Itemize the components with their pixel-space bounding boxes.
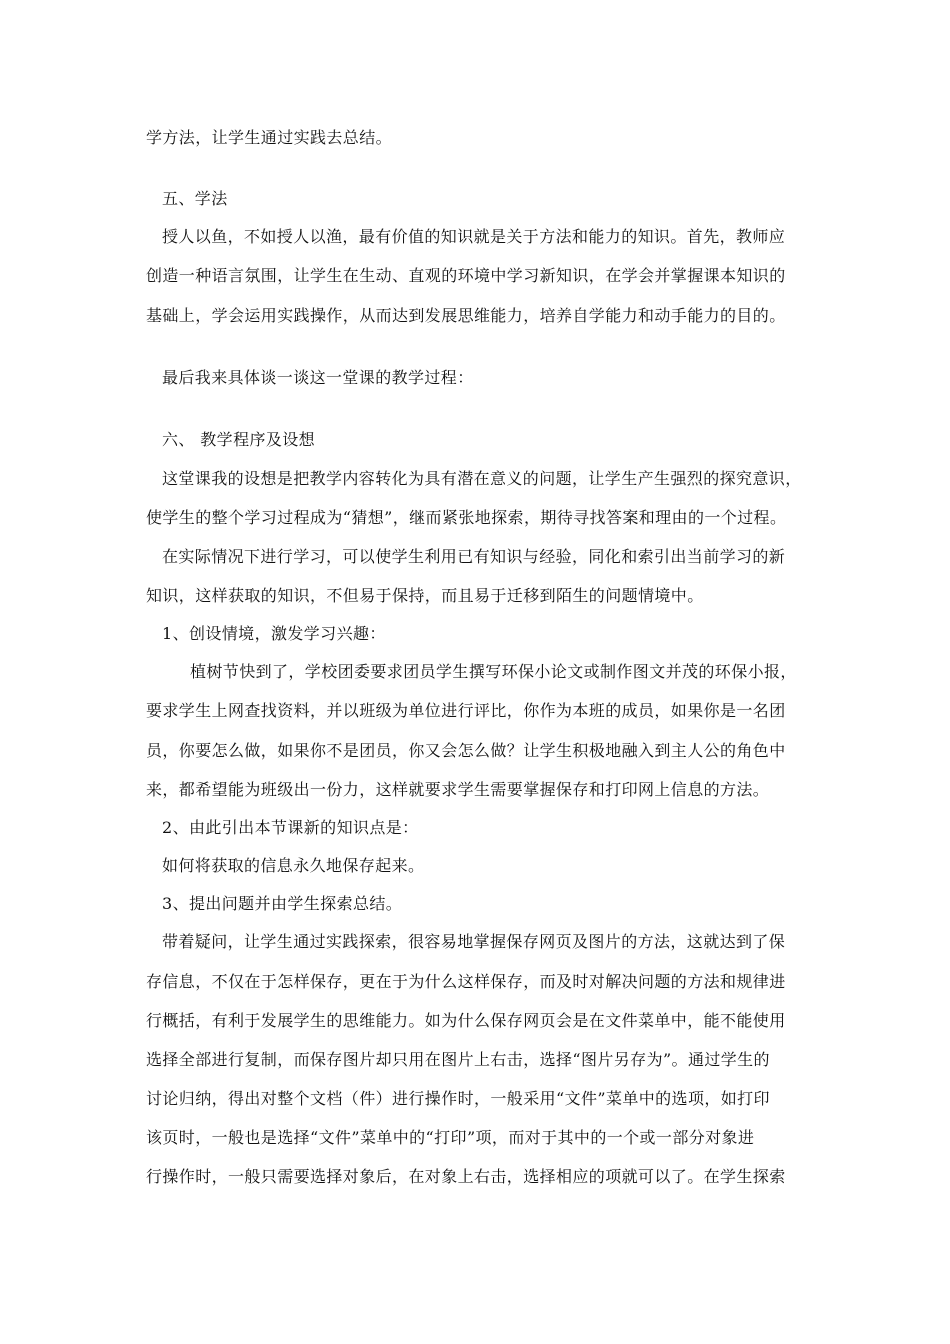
paragraph-line: 最后我来具体谈一谈这一堂课的教学过程：: [162, 368, 474, 387]
list-item-heading: 1、创设情境，激发学习兴趣：: [162, 624, 386, 643]
paragraph-line: 员，你要怎么做，如果你不是团员，你又会怎么做？让学生积极地融入到主人公的角色中: [146, 741, 786, 760]
paragraph-line: 授人以鱼，不如授人以渔，最有价值的知识就是关于方法和能力的知识。首先，教师应: [162, 227, 786, 246]
paragraph-line: 如何将获取的信息永久地保存起来。: [162, 856, 425, 875]
paragraph-line: 创造一种语言氛围，让学生在生动、直观的环境中学习新知识，在学会并掌握课本知识的: [146, 266, 786, 285]
paragraph-line: 要求学生上网查找资料，并以班级为单位进行评比，你作为本班的成员，如果你是一名团: [146, 701, 786, 720]
paragraph-line: 植树节快到了，学校团委要求团员学生撰写环保小论文或制作图文并茂的环保小报，: [190, 662, 797, 681]
paragraph-line: 学方法，让学生通过实践去总结。: [146, 128, 393, 147]
paragraph-line: 行概括，有利于发展学生的思维能力。如为什么保存网页会是在文件菜单中，能不能使用: [146, 1011, 786, 1030]
list-item-heading: 3、提出问题并由学生探索总结。: [162, 894, 403, 913]
paragraph-line: 带着疑问，让学生通过实践探索，很容易地掌握保存网页及图片的方法，这就达到了保: [162, 932, 786, 951]
section-heading: 五、学法: [162, 189, 228, 208]
paragraph-line: 来，都希望能为班级出一份力，这样就要求学生需要掌握保存和打印网上信息的方法。: [146, 780, 770, 799]
paragraph-line: 在实际情况下进行学习，可以使学生利用已有知识与经验，同化和索引出当前学习的新: [162, 547, 786, 566]
paragraph-line: 行操作时，一般只需要选择对象后，在对象上右击，选择相应的项就可以了。在学生探索: [146, 1167, 786, 1186]
paragraph-line: 该页时，一般也是选择“文件”菜单中的“打印”项，而对于其中的一个或一部分对象进: [146, 1128, 755, 1147]
section-heading: 六、 教学程序及设想: [162, 430, 316, 449]
paragraph-line: 讨论归纳，得出对整个文档（件）进行操作时，一般采用“文件”菜单中的选项，如打印: [146, 1089, 770, 1108]
list-item-heading: 2、由此引出本节课新的知识点是：: [162, 818, 419, 837]
paragraph-line: 使学生的整个学习过程成为“猜想”，继而紧张地探索，期待寻找答案和理由的一个过程。: [146, 508, 787, 527]
paragraph-line: 知识，这样获取的知识，不但易于保持，而且易于迁移到陌生的问题情境中。: [146, 586, 704, 605]
paragraph-line: 存信息，不仅在于怎样保存，更在于为什么这样保存，而及时对解决问题的方法和规律进: [146, 972, 786, 991]
paragraph-line: 选择全部进行复制，而保存图片却只用在图片上右击，选择“图片另存为”。通过学生的: [146, 1050, 770, 1069]
paragraph-line: 基础上，学会运用实践操作，从而达到发展思维能力，培养自学能力和动手能力的目的。: [146, 306, 786, 325]
paragraph-line: 这堂课我的设想是把教学内容转化为具有潜在意义的问题，让学生产生强烈的探究意识，: [162, 469, 802, 488]
